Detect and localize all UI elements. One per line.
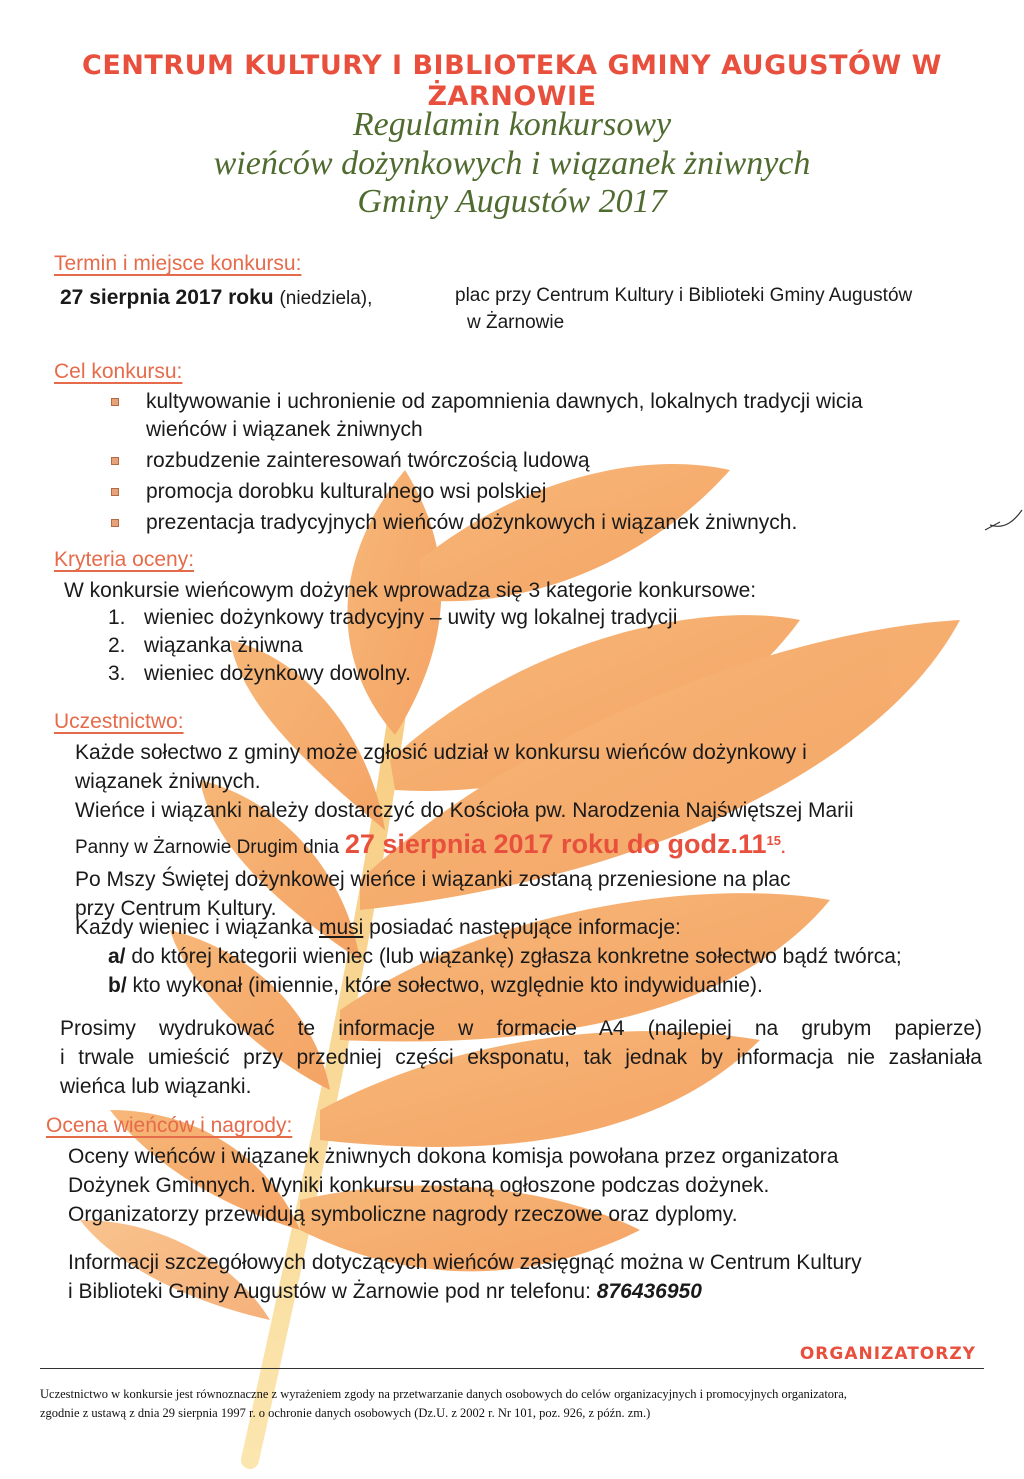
list-item	[108, 447, 988, 475]
title-line-2: wieńców dożynkowych i wiązanek żniwnych	[213, 145, 811, 182]
requirement-text: kto wykonał (imiennie, które sołectwo, względnie kto indywidualnie).	[132, 974, 763, 997]
list-item	[108, 660, 677, 688]
info-text: posiadać następujące informacje:	[369, 916, 681, 939]
paragraph-line	[75, 825, 995, 865]
termin-place-line1: plac przy Centrum Kultury i Biblioteki Gminy Augustów	[455, 285, 913, 306]
termin-date: 27 sierpnia 2017 roku	[60, 286, 274, 309]
paragraph-line: przy Centrum Kultury.	[75, 897, 277, 920]
paragraph-line	[75, 913, 1005, 942]
list-item	[108, 388, 988, 444]
list-item-text: kultywowanie i uchronienie od zapomnienia dawnych, lokalnych tradycji wicia	[146, 390, 863, 413]
info-requirements	[75, 913, 1005, 1000]
list-item-text: wieniec dożynkowy dowolny.	[144, 662, 411, 685]
requirement-label: b/	[108, 974, 127, 997]
ocena-heading: Ocena wieńców i nagrody:	[46, 1114, 293, 1137]
title-line-1: Regulamin konkursowy	[352, 106, 672, 143]
organizers-signature: ORGANIZATORZY	[799, 1344, 976, 1364]
delivery-deadline: 27 sierpnia 2017 roku do godz.11	[344, 829, 767, 859]
kryteria-list	[108, 604, 677, 688]
footer-note	[40, 1385, 984, 1423]
termin-place-line2: w Żarnowie	[467, 312, 565, 333]
uczestnictwo-heading: Uczestnictwo:	[54, 710, 184, 733]
paragraph-line: wieńca lub wiązanki.	[60, 1075, 252, 1098]
info-text: Każdy wieniec i wiązanka	[75, 916, 314, 939]
phone-number: 876436950	[596, 1280, 702, 1303]
ocena-paragraph	[68, 1142, 998, 1229]
contact-paragraph	[68, 1248, 998, 1306]
list-number: 3.	[108, 662, 126, 685]
paragraph-line: Informacji szczegółowych dotyczących wieńców zasięgnąć można w Centrum Kultury	[68, 1251, 862, 1274]
paragraph-line: wiązanek żniwnych.	[75, 770, 261, 793]
deadline-minutes: 15	[766, 833, 781, 848]
paragraph-line: Wieńce i wiązanki należy dostarczyć do Kościoła pw. Narodzenia Najświętszej Marii	[75, 799, 854, 822]
list-item	[108, 604, 677, 632]
list-item-text: wieńców i wiązanek żniwnych	[146, 418, 423, 441]
list-number: 1.	[108, 606, 126, 629]
list-item-text: prezentacja tradycyjnych wieńców dożynkowych i wiązanek żniwnych.	[146, 511, 798, 534]
title-line-3: Gminy Augustów 2017	[357, 183, 667, 220]
termin-heading: Termin i miejsce konkursu:	[54, 252, 302, 275]
list-item-text: wiązanka żniwna	[144, 634, 303, 657]
deadline-period: .	[781, 840, 786, 857]
paragraph-line: i trwale umieścić przy przedniej części eksponatu, tak jednak by informacja nie zasłaniała	[60, 1046, 982, 1069]
cel-heading: Cel konkursu:	[54, 360, 183, 383]
requirement-text: do której kategorii wieniec (lub wiązankę) zgłasza konkretne sołectwo bądź twórca;	[131, 945, 902, 968]
divider	[40, 1368, 984, 1369]
bullet-icon	[111, 488, 119, 496]
termin-day: (niedziela),	[279, 288, 373, 309]
contact-text: i Biblioteki Gminy Augustów w Żarnowie pod nr telefonu:	[68, 1280, 591, 1303]
list-item-text: wieniec dożynkowy tradycyjny – uwity wg lokalnej tradycji	[144, 606, 678, 629]
uczestnictwo-paragraph	[75, 738, 995, 923]
paragraph-line: Organizatorzy przewidują symboliczne nagrody rzeczowe oraz dyplomy.	[68, 1203, 738, 1226]
bullet-icon	[111, 398, 119, 406]
delivery-text: Panny w Żarnowie Drugim dnia	[75, 837, 340, 858]
list-item-text: promocja dorobku kulturalnego wsi polskiej	[146, 480, 547, 503]
kryteria-heading: Kryteria oceny:	[54, 548, 195, 571]
footer-line: Uczestnictwo w konkursie jest równoznaczne z wyrażeniem zgody na przetwarzanie danych osobowych do celów organizacyjnych i promocyjnych organizatora,	[40, 1387, 847, 1401]
list-item	[108, 478, 988, 506]
requirement-label: a/	[108, 945, 126, 968]
kryteria-intro: W konkursie wieńcowym dożynek wprowadza się 3 kategorie konkursowe:	[64, 579, 757, 602]
paragraph-line: Oceny wieńców i wiązanek żniwnych dokona komisja powołana przez organizatora	[68, 1145, 839, 1168]
requirement-a	[75, 942, 1005, 971]
print-instructions	[60, 1014, 982, 1101]
bullet-icon	[111, 519, 119, 527]
paragraph-line	[68, 1277, 998, 1306]
requirement-b	[75, 971, 1005, 1000]
paragraph-line: Prosimy wydrukować te informacje w formacie A4 (najlepiej na grubym papierze)	[60, 1017, 982, 1040]
paragraph-line: Po Mszy Świętej dożynkowej wieńce i wiązanki zostaną przeniesione na plac	[75, 868, 791, 891]
list-item	[108, 632, 677, 660]
organization-header: CENTRUM KULTURY I BIBLIOTEKA GMINY AUGUSTÓW W ŻARNOWIE	[82, 50, 942, 112]
footer-line: zgodnie z ustawą z dnia 29 sierpnia 1997 r. o ochronie danych osobowych (Dz.U. z 2002 r. Nr 101, poz. 926, z późn. zm.)	[40, 1406, 651, 1420]
paragraph-line: Dożynek Gminnych. Wyniki konkursu zostaną ogłoszone podczas dożynek.	[68, 1174, 770, 1197]
bullet-icon	[111, 457, 119, 465]
list-number: 2.	[108, 634, 126, 657]
cel-list	[108, 388, 988, 540]
paragraph-line: Każde sołectwo z gminy może zgłosić udział w konkursu wieńców dożynkowy i	[75, 741, 807, 764]
info-emphasis: musi	[318, 916, 364, 939]
list-item-text: rozbudzenie zainteresowań twórczością ludową	[146, 449, 590, 472]
list-item	[108, 509, 988, 537]
